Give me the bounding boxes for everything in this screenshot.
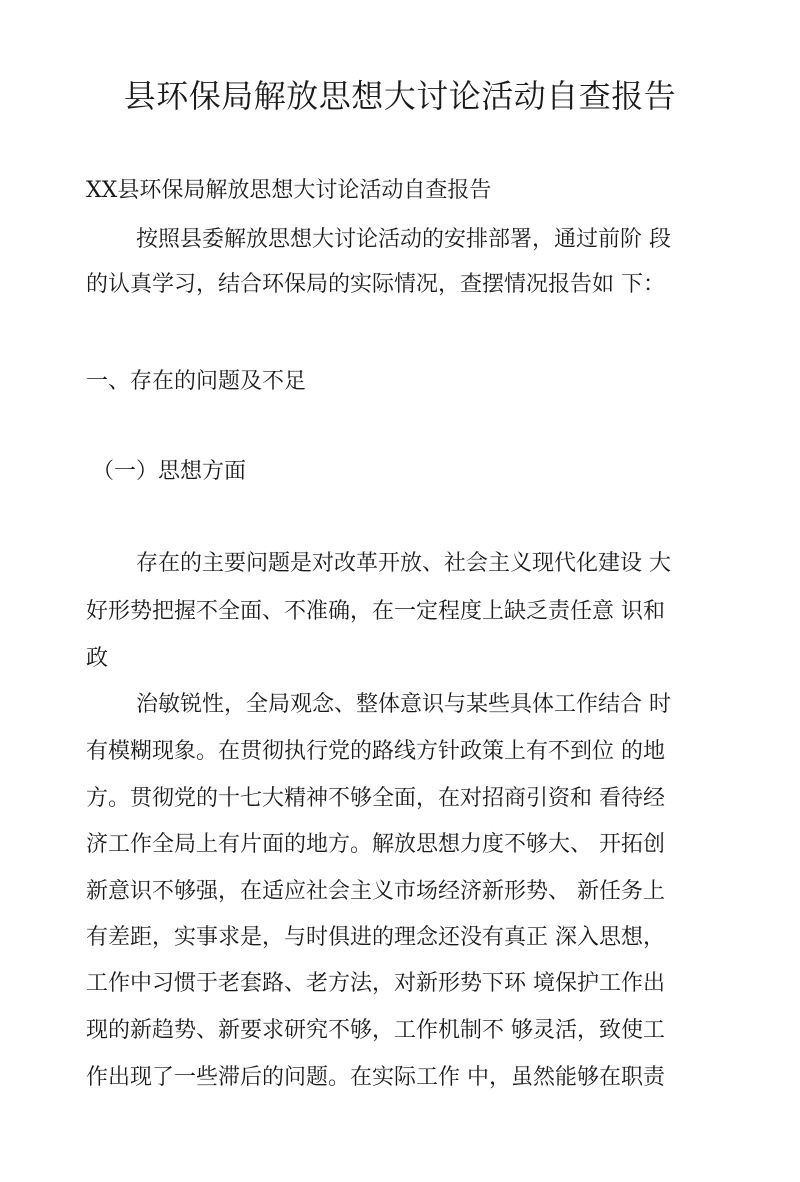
section-heading: 一、存在的问题及不足 — [86, 369, 307, 394]
document-subtitle: XX县环保局解放思想大讨论活动自查报告 — [86, 178, 492, 203]
paragraph1-line-1: 存在的主要问题是对改革开放、社会主义现代化建设 大 — [136, 551, 671, 576]
paragraph2-line-8: 现的新趋势、新要求研究不够，工作机制不 够灵活，致使工 — [86, 1018, 665, 1043]
paragraph2-line-1: 治敏锐性，全局观念、整体意识与某些具体工作结合 时 — [136, 692, 671, 717]
paragraph2-line-3: 方。贯彻党的十七大精神不够全面，在对招商引资和 看待经 — [86, 786, 665, 811]
paragraph2-line-6: 有差距，实事求是，与时俱进的理念还没有真正 深入思想， — [86, 925, 665, 950]
paragraph2-line-7: 工作中习惯于老套路、老方法，对新形势下环 境保护工作出 — [86, 971, 665, 996]
paragraph2-line-9: 作出现了一些滞后的问题。在实际工作 中，虽然能够在职责 — [86, 1065, 665, 1090]
paragraph2-line-5: 新意识不够强，在适应社会主义市场经济新形势、 新任务上 — [86, 879, 665, 904]
document-title: 县环保局解放思想大讨论活动自查报告 — [123, 77, 677, 115]
subsection-heading: （一）思想方面 — [92, 459, 247, 484]
intro-line-2: 的认真学习，结合环保局的实际情况，查摆情况报告如 下： — [86, 272, 665, 297]
paragraph1-line-3: 政 — [86, 646, 109, 671]
paragraph2-line-4: 济工作全局上有片面的地方。解放思想力度不够大、 开拓创 — [86, 832, 665, 857]
paragraph1-line-2: 好形势把握不全面、不准确，在一定程度上缺乏责任意 识和 — [86, 599, 665, 624]
paragraph2-line-2: 有模糊现象。在贯彻执行党的路线方针政策上有不到位 的地 — [86, 739, 665, 764]
intro-line-1: 按照县委解放思想大讨论活动的安排部署，通过前阶 段 — [136, 227, 671, 252]
